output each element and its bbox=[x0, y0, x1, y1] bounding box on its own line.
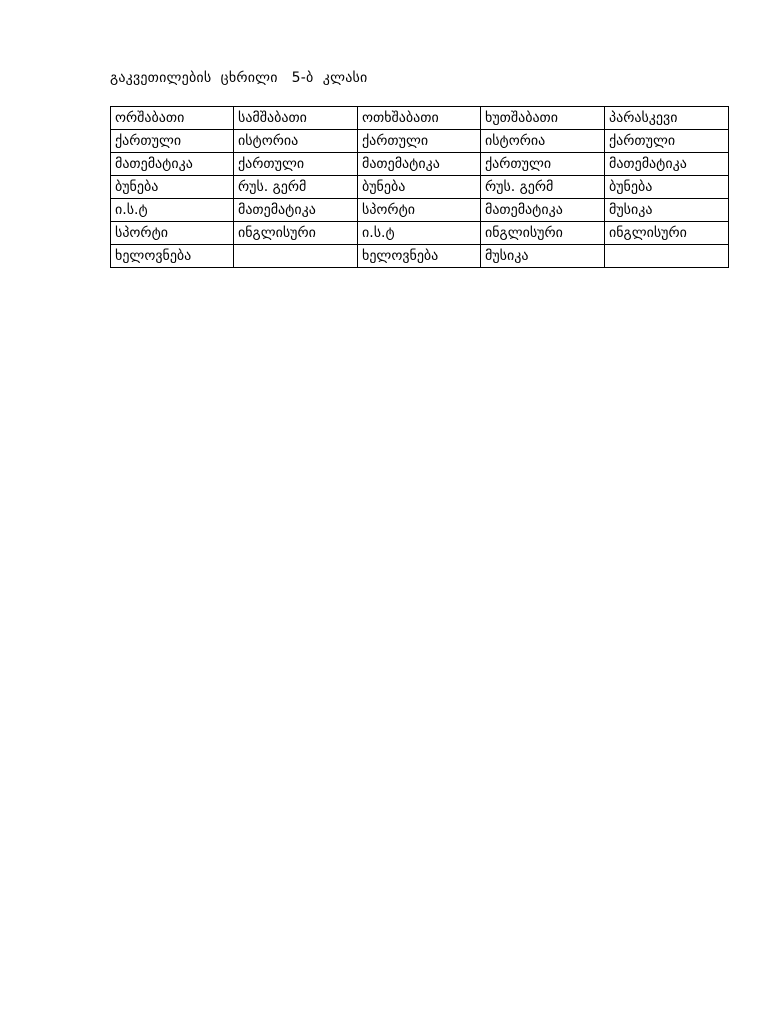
table-cell: სპორტი bbox=[358, 199, 481, 222]
table-cell bbox=[605, 245, 729, 268]
table-cell bbox=[234, 245, 358, 268]
table-cell: ხელოვნება bbox=[358, 245, 481, 268]
table-cell: ქართული bbox=[234, 153, 358, 176]
table-cell: ბუნება bbox=[111, 176, 234, 199]
table-cell: მათემატიკა bbox=[605, 153, 729, 176]
table-cell: ინგლისური bbox=[234, 222, 358, 245]
header-cell-tuesday: სამშაბათი bbox=[234, 107, 358, 130]
table-cell: მუსიკა bbox=[481, 245, 605, 268]
table-cell: ხელოვნება bbox=[111, 245, 234, 268]
table-cell: ისტორია bbox=[481, 130, 605, 153]
table-cell: მათემატიკა bbox=[481, 199, 605, 222]
table-cell: ქართული bbox=[358, 130, 481, 153]
table-cell: ბუნება bbox=[605, 176, 729, 199]
table-cell: რუს. გერმ bbox=[481, 176, 605, 199]
table-cell: ქართული bbox=[605, 130, 729, 153]
table-row bbox=[111, 130, 729, 153]
header-cell-monday: ორშაბათი bbox=[111, 107, 234, 130]
table-row bbox=[111, 245, 729, 268]
table-cell: მათემატიკა bbox=[111, 153, 234, 176]
table-row bbox=[111, 199, 729, 222]
table-cell: ი.ს.ტ bbox=[358, 222, 481, 245]
table-header-row bbox=[111, 107, 729, 130]
table-cell: ი.ს.ტ bbox=[111, 199, 234, 222]
table-cell: მუსიკა bbox=[605, 199, 729, 222]
table-cell: ქართული bbox=[481, 153, 605, 176]
page-title: გაკვეთილების ცხრილი 5-ბ კლასი bbox=[110, 70, 368, 86]
table-cell: მათემატიკა bbox=[358, 153, 481, 176]
table-cell: მათემატიკა bbox=[234, 199, 358, 222]
header-cell-friday: პარასკევი bbox=[605, 107, 729, 130]
table-cell: ისტორია bbox=[234, 130, 358, 153]
header-cell-wednesday: ოთხშაბათი bbox=[358, 107, 481, 130]
table-row bbox=[111, 176, 729, 199]
header-cell-thursday: ხუთშაბათი bbox=[481, 107, 605, 130]
table-cell: ინგლისური bbox=[605, 222, 729, 245]
table-row bbox=[111, 153, 729, 176]
table-cell: ბუნება bbox=[358, 176, 481, 199]
schedule-table bbox=[110, 106, 729, 268]
table-cell: ქართული bbox=[111, 130, 234, 153]
table-row bbox=[111, 222, 729, 245]
table-cell: სპორტი bbox=[111, 222, 234, 245]
table-cell: რუს. გერმ bbox=[234, 176, 358, 199]
table-cell: ინგლისური bbox=[481, 222, 605, 245]
